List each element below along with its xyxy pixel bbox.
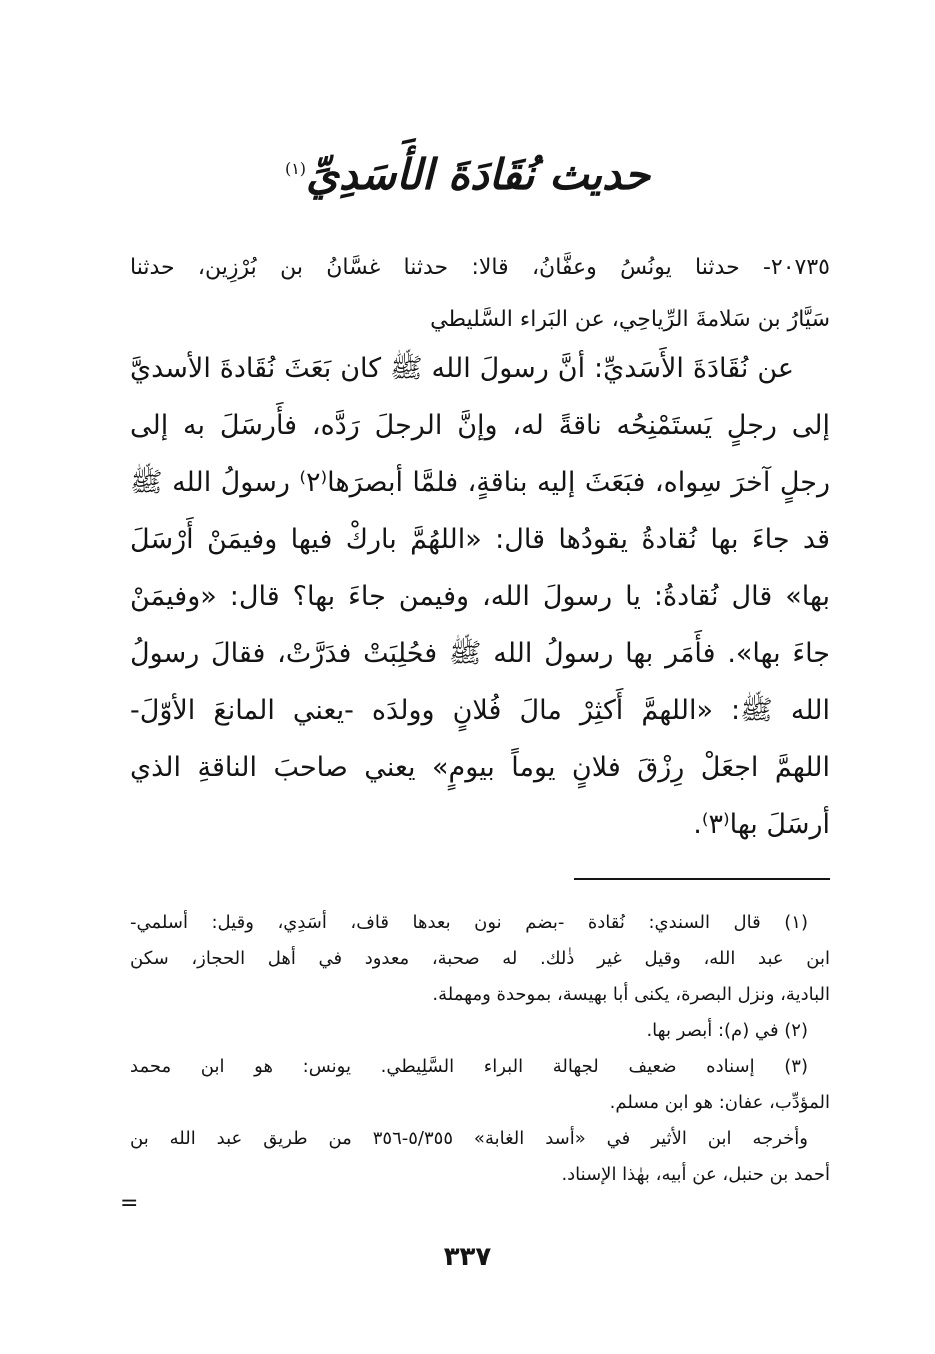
footnote-separator xyxy=(574,878,830,880)
footnote-line: أحمد بن حنبل، عن أبيه، بهٰذا الإسناد. xyxy=(561,1164,830,1185)
title-footnote-marker: (١) xyxy=(284,159,307,178)
footnotes-block xyxy=(130,905,830,1193)
footnote-line: ابن عبد الله، وقيل غير ذٰلك. له صحبة، معدود في أهل الحجاز، سكن xyxy=(130,948,830,969)
footnote-line: البادية، ونزل البصرة، يكنى أبا بهيسة، بموحدة ومهملة. xyxy=(432,984,830,1005)
hadith-title xyxy=(0,150,935,199)
footnote-line: (١) قال السندي: نُقادة -بضم نون بعدها قاف، أسَدِي، وقيل: أسلمي- xyxy=(130,912,808,933)
matn-line: بها» قال نُقادةُ: يا رسولَ الله، وفيمن جاءَ بها؟ قال: «وفيمَنْ xyxy=(130,581,830,612)
matn-line: إلى رجلٍ يَستَمْنِحُه ناقةً له، وإنَّ الرجلَ رَدَّه، فأَرسَلَ به إلى xyxy=(130,410,830,441)
matn-line: اللهمَّ اجعَلْ رِزْقَ فلانٍ يوماً بيومٍ» يعني صاحبَ الناقةِ الذي xyxy=(130,752,830,783)
footnote-line: (٣) إسناده ضعيف لجهالة البراء السَّلِيطي. يونس: هو ابن محمد xyxy=(130,1056,808,1077)
footnote-line: (٢) في (م): أبصر بها. xyxy=(646,1020,808,1041)
matn-line: رجلٍ آخرَ سِواه، فبَعَثَ إليه بناقةٍ، فلمَّا أبصرَها⁽٢⁾ رسولُ الله ﷺ xyxy=(130,467,830,498)
continuation-mark: = xyxy=(120,1191,139,1216)
footnote-line: المؤدِّب، عفان: هو ابن مسلم. xyxy=(609,1092,830,1113)
matn-line: أرسَلَ بها⁽٣⁾. xyxy=(693,809,830,840)
page-number: ٣٣٧ xyxy=(443,1242,492,1272)
isnad-line: سَيَّارُ بن سَلامةَ الرِّياحِي، عن البَراء السَّليطي xyxy=(430,307,830,332)
matn-line: قد جاءَ بها نُقادةُ يقودُها قال: «اللهُمَّ باركْ فيها وفيمَنْ أَرْسَلَ xyxy=(130,524,830,555)
matn-line: جاءَ بها». فأَمَر بها رسولُ الله ﷺ فحُلِبَتْ فدَرَّتْ، فقالَ رسولُ xyxy=(130,638,830,669)
matn-line: الله ﷺ: «اللهمَّ أَكثِرْ مالَ فُلانٍ وولدَه -يعني المانعَ الأوّلَ- xyxy=(130,695,830,726)
matn-line: عن نُقَادَةَ الأَسَديِّ: أنَّ رسولَ الله ﷺ كان بَعَثَ نُقَادةَ الأسديَّ xyxy=(130,353,794,384)
matn-block xyxy=(130,340,830,853)
footnote-line: وأخرجه ابن الأثير في «أسد الغابة» ٥/٣٥٥-٣٥٦ من طريق عبد الله بن xyxy=(130,1128,808,1149)
isnad-block xyxy=(130,242,830,346)
isnad-line: ٢٠٧٣٥- حدثنا يونُسُ وعفَّانُ، قالا: حدثنا غسَّانُ بن بُرْزِين، حدثنا xyxy=(130,255,830,280)
hadith-title-text: حديث نُقَادَةَ الأَسَدِيِّ xyxy=(306,150,651,199)
